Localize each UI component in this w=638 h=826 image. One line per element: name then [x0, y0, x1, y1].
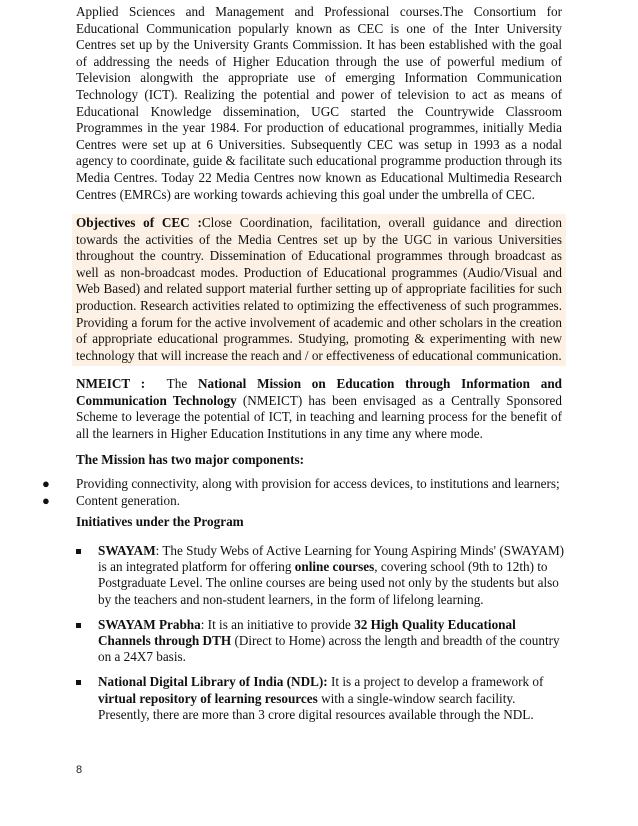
initiative-text: : The Study Webs of Active Learning for Young Aspiring Minds' (SWAYAM) is an integrated platform for offering [98, 543, 565, 575]
initiatives-list [76, 543, 566, 732]
page-number: 8 [76, 764, 83, 776]
mission-list [40, 476, 560, 509]
mission-item-text: Content generation. [76, 492, 181, 508]
initiative-text: , covering school (9th to 12th) to Postgraduate Level. The online courses are being used not only by the students but also by the teachers and non-student learners, in the form of lifelong learning. [98, 559, 559, 607]
initiative-item-swayam [76, 543, 566, 608]
square-bullet-icon [76, 680, 81, 685]
initiative-text: : It is an initiative to provide [200, 616, 355, 632]
objectives-paragraph [72, 214, 566, 366]
initiative-item-swayam-prabha [76, 617, 566, 666]
mission-heading: The Mission has two major components: [76, 452, 304, 467]
initiative-text: It is a project to develop a framework of [327, 674, 544, 690]
initiative-item-ndl [76, 674, 566, 723]
initiative-name: SWAYAM [98, 543, 156, 558]
bullet-icon: ● [42, 492, 50, 508]
nmeict-text: (NMEICT) has been envisaged as a Centrally Sponsored Scheme to leverage the potential of ICT, in teaching and learning process for the benefit of all the learners in Higher Education Institutions in any time any where mode. [76, 392, 562, 441]
square-bullet-icon [76, 549, 81, 554]
mission-item-text: Providing connectivity, along with provision for access devices, to institutions and learners; [76, 476, 560, 491]
initiative-highlight: virtual repository of learning resources [98, 690, 318, 706]
list-item [40, 476, 560, 493]
objectives-text: Close Coordination, facilitation, overall guidance and direction towards the activities of the Media Centres set up by the UGC in various Universities throughout the country. Dissemination of Educational programmes through broadcast as well as non-broadcast modes. Production of Educational programmes (Audio/Visual and Web Based) and related support material further setting up of appropriate facilities for such production. Research activities related to optimizing the effectiveness of such programmes. Providing a forum for the active involvement of academic and other scholars in the creation of appropriate educational programmes. Studying, promoting & experimenting with new technology that will increase the reach and / or effectiveness of educational communication. [76, 215, 562, 363]
bullet-icon: ● [42, 476, 50, 491]
initiative-text: with a single-window search facility. Presently, there are more than 3 crore digital resources available through the NDL. [98, 690, 534, 722]
objectives-label: Objectives of CEC : [76, 215, 202, 230]
nmeict-label: NMEICT : [76, 376, 146, 391]
initiative-highlight: online courses [294, 559, 375, 575]
square-bullet-icon [76, 623, 81, 628]
initiatives-heading: Initiatives under the Program [76, 514, 244, 529]
initiative-name: National Digital Library of India (NDL): [98, 674, 328, 690]
intro-paragraph: Applied Sciences and Management and Professional courses.The Consortium for Educational Communication popularly known as CEC is one of the Inter University Centres set up by the University Grants Commission. It has been established with the goal of addressing the needs of Higher Education through the use of powerful medium of Television alongwith the appropriate use of emerging Information Communication Technology (ICT). Realizing the potential and power of television to act as means of Educational Knowledge dissemination, UGC started the Countrywide Classroom Programmes in the year 1984. For production of educational programmes, initially Media Centres were set up at 6 Universities. Subsequently CEC was setup in 1993 as a nodal agency to coordinate, guide & facilitate such educational programme production through its Media Centres. Today 22 Media Centres now known as Educational Multimedia Research Centres (EMRCs) are working towards achieving this goal under the umbrella of CEC. [76, 4, 562, 202]
list-item [40, 493, 560, 510]
initiative-text: (Direct to Home) across the length and breadth of the country on a 24X7 basis. [98, 633, 560, 665]
initiative-highlight: 32 High Quality Educational Channels through DTH [98, 616, 516, 649]
nmeict-title: National Mission on Education through Information and Communication Technology [76, 376, 563, 408]
initiative-name: SWAYAM Prabha [98, 616, 201, 632]
nmeict-the: The [166, 376, 188, 391]
nmeict-paragraph [76, 376, 562, 442]
